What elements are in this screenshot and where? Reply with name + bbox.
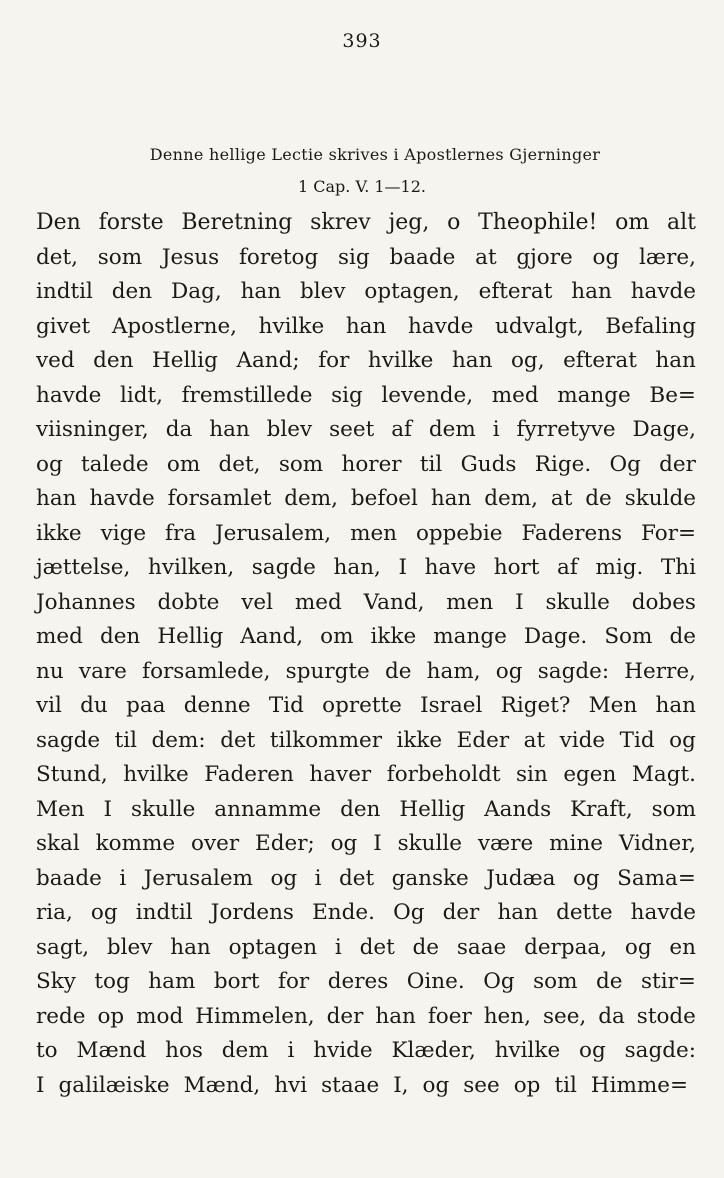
word: blev (299, 279, 346, 304)
word: Guds (460, 451, 517, 477)
word: han (375, 1003, 416, 1029)
word: Riget? (500, 693, 571, 718)
word: vil (36, 693, 62, 718)
word: Og (609, 451, 641, 477)
word: at (550, 486, 573, 511)
word: være (477, 831, 534, 856)
word: over (191, 831, 240, 856)
word: Hellig (157, 624, 224, 649)
text-line (36, 344, 696, 379)
word: den (111, 279, 153, 304)
word: hort (493, 555, 540, 580)
word: og (90, 900, 118, 925)
word: Tid (619, 727, 655, 753)
word: seet (329, 417, 375, 442)
word: optagen (228, 934, 318, 960)
word: hvi (274, 1072, 308, 1098)
word: skulle (397, 831, 462, 856)
word: Himme= (590, 1072, 688, 1098)
word: sin (516, 762, 548, 787)
word: I (373, 831, 382, 856)
word: Rige. (534, 451, 592, 477)
word: sagde: (624, 1038, 696, 1063)
word: denne (183, 693, 251, 718)
lection-heading: Denne hellige Lectie skrives i Apostlernes Gjerninger (149, 145, 601, 164)
page-number: 393 (342, 30, 382, 52)
word: Jerusalem (143, 865, 253, 891)
word: Men (36, 796, 85, 822)
word: der (659, 451, 696, 477)
word: hvilke (494, 1038, 561, 1063)
word: dette (556, 900, 613, 925)
word: hen, (483, 1003, 531, 1029)
word: saae (456, 934, 507, 960)
word: og (330, 831, 358, 856)
word: Be= (649, 382, 696, 408)
word: viisninger, (36, 417, 149, 442)
word: Jesus (161, 244, 220, 270)
word: den (99, 624, 141, 649)
word: haver (309, 762, 372, 787)
word: For= (641, 520, 696, 546)
word: blev (106, 934, 153, 960)
word: Stund, (36, 762, 108, 787)
word: Aand; (236, 348, 300, 373)
word: Beretning (181, 210, 293, 235)
word: baade (36, 865, 102, 891)
word: han (655, 348, 696, 373)
text-line (36, 413, 696, 448)
word: hvilken, (147, 555, 235, 580)
word: annamme (214, 796, 322, 822)
word: Kraft, (570, 796, 633, 822)
text-line (36, 586, 696, 621)
text-line (36, 758, 696, 793)
word: baade (389, 244, 456, 270)
word: hvide (313, 1038, 373, 1063)
word: ganske (391, 865, 469, 891)
word: det (220, 727, 256, 753)
word: han (170, 934, 211, 960)
word: ham (148, 969, 196, 994)
word: stir= (641, 969, 696, 994)
word: havde (408, 313, 474, 339)
text-line (36, 965, 696, 1000)
word: han (497, 900, 538, 925)
word: forste (98, 210, 164, 235)
word: dobes (631, 589, 696, 615)
word: det, (36, 244, 78, 270)
word: om (615, 210, 650, 235)
word: Dage, (632, 417, 696, 442)
word: op (513, 1072, 541, 1098)
word: Vidner, (618, 831, 696, 856)
word: ham, (426, 658, 481, 684)
word: Jerusalem, (215, 520, 332, 546)
word: op (97, 1003, 125, 1029)
word: han (571, 279, 612, 304)
word: galilæiske (58, 1072, 170, 1098)
word: de (596, 969, 623, 994)
word: see (463, 1072, 500, 1098)
word: dem: (151, 727, 206, 753)
word: den (93, 348, 134, 373)
word: Faderen (204, 762, 294, 787)
word: mange (433, 624, 507, 649)
word: af (391, 417, 412, 442)
word: horer (341, 451, 402, 477)
word: Theophile! (478, 210, 598, 235)
word: da (165, 417, 193, 442)
word: de (585, 486, 612, 511)
word: de (669, 624, 696, 649)
word: havde (36, 382, 102, 408)
word: Magt. (631, 762, 696, 787)
word: det (359, 934, 395, 960)
word: og (669, 727, 696, 753)
word: Eder (456, 727, 510, 753)
word: den (340, 796, 381, 822)
word: indtil (135, 900, 193, 925)
word: efterat (563, 348, 637, 373)
text-line (36, 275, 696, 310)
word: og (579, 1038, 606, 1063)
word: skrev (310, 210, 371, 235)
word: sig (331, 382, 363, 408)
word: og (495, 658, 523, 684)
word: dem, (284, 486, 338, 511)
text-line (36, 482, 696, 517)
word: have (424, 555, 477, 580)
word: og (592, 244, 620, 270)
word: at (523, 727, 546, 753)
word: Og (393, 900, 425, 925)
word: vige (100, 520, 147, 546)
word: skulle (545, 589, 610, 615)
word: Som (604, 624, 653, 649)
word: udvalgt, (494, 313, 584, 339)
word: der (442, 900, 480, 925)
word: see, (542, 1003, 587, 1029)
word: havde (630, 279, 696, 304)
word: han (430, 486, 472, 511)
word: af (557, 555, 578, 580)
word: Himmelen, (195, 1003, 315, 1029)
word: spurgte (285, 658, 370, 684)
word: Mænd, (183, 1072, 261, 1098)
word: som (278, 451, 324, 477)
word: Apostlerne, (111, 313, 238, 339)
word: lidt, (119, 382, 163, 408)
word: derpaa, (524, 934, 608, 960)
word: da (598, 1003, 625, 1029)
word: dobte (157, 589, 220, 615)
word: han (345, 313, 387, 339)
word: ria, (36, 900, 73, 925)
text-line (36, 931, 696, 966)
word: i (334, 934, 342, 960)
word: og (572, 865, 600, 891)
word: vare (78, 658, 127, 684)
word: i (492, 417, 500, 442)
word: dem, (484, 486, 538, 511)
word: paa (126, 693, 166, 718)
word: men (350, 520, 398, 546)
word: til (114, 727, 138, 753)
word: han (655, 693, 696, 718)
word: indtil (36, 279, 93, 304)
word: staae (321, 1072, 380, 1098)
word: Vand, (363, 589, 425, 615)
word: o (447, 210, 461, 235)
word: men (446, 589, 494, 615)
word: egen (563, 762, 617, 787)
word: skal (36, 831, 80, 856)
word: Oine. (406, 969, 465, 994)
word: Dage. (523, 624, 588, 649)
word: tilkommer (269, 727, 382, 753)
text-line (36, 1069, 696, 1104)
word: i (314, 865, 322, 891)
word: I (515, 589, 524, 615)
word: deres (327, 969, 389, 994)
word: rede (36, 1003, 86, 1029)
word: Den (36, 210, 81, 235)
word: ikke (370, 624, 417, 649)
word: det (338, 865, 375, 891)
word: han (240, 279, 282, 304)
word: mod (136, 1003, 184, 1029)
word: Faderens (521, 520, 623, 546)
text-line (36, 896, 696, 931)
word: blev (266, 417, 313, 442)
word: fremstillede (181, 382, 313, 408)
word: Og (483, 969, 515, 994)
word: forsamlede, (142, 658, 271, 684)
word: mange (557, 382, 631, 408)
word: Hellig (399, 796, 466, 822)
word: fyrretyve (516, 417, 616, 442)
word: Aands (484, 796, 552, 822)
text-line (36, 241, 696, 276)
word: om (320, 624, 354, 649)
text-line (36, 724, 696, 759)
word: to (36, 1038, 58, 1063)
word: gjore (516, 244, 573, 270)
word: hvilke (258, 313, 325, 339)
word: sagde: (537, 658, 610, 684)
word: Klæder, (391, 1038, 476, 1063)
word: Thi (660, 555, 696, 580)
word: og, (510, 348, 545, 373)
word: Sama= (617, 865, 696, 891)
word: optagen, (364, 279, 460, 304)
word: oprette (322, 693, 402, 718)
word: til (419, 451, 443, 477)
word: du (80, 693, 108, 718)
word: sagt, (36, 934, 90, 960)
text-line (36, 620, 696, 655)
text-line (36, 862, 696, 897)
word: og (422, 1072, 450, 1098)
word: oppebie (415, 520, 503, 546)
word: i (119, 865, 127, 891)
text-line (36, 1034, 696, 1069)
word: med (36, 624, 83, 649)
word: ikke (36, 520, 82, 546)
word: med (294, 589, 342, 615)
word: bort (213, 969, 260, 994)
word: de (384, 658, 412, 684)
word: han (451, 348, 493, 373)
word: dem (221, 1038, 269, 1063)
word: de (412, 934, 440, 960)
word: Judæa (486, 865, 556, 891)
text-line (36, 517, 696, 552)
text-line (36, 827, 696, 862)
body-text (36, 206, 696, 1103)
word: sig (337, 244, 370, 270)
word: mig. (595, 555, 644, 580)
text-line (36, 206, 696, 241)
word: jeg, (388, 210, 430, 235)
word: befoel (350, 486, 418, 511)
word: og (36, 451, 63, 477)
word: en (669, 934, 696, 960)
word: fra (165, 520, 197, 546)
word: for (318, 348, 350, 373)
word: foer (427, 1003, 472, 1029)
word: I (398, 555, 407, 580)
word: stode (636, 1003, 696, 1029)
word: i (287, 1038, 295, 1063)
word: komme (95, 831, 176, 856)
word: om (166, 451, 201, 477)
word: der (326, 1003, 364, 1029)
word: Mænd (76, 1038, 147, 1063)
word: I (36, 1072, 45, 1098)
word: forbeholdt (386, 762, 501, 787)
word: foretog (238, 244, 319, 270)
word: Aand, (240, 624, 304, 649)
text-line (36, 793, 696, 828)
word: han (36, 486, 77, 511)
word: ved (36, 348, 75, 373)
word: skulde (624, 486, 696, 511)
word: Tid (268, 693, 304, 718)
word: dem (428, 417, 476, 442)
word: Israel (420, 693, 483, 718)
word: levende, (381, 382, 474, 408)
word: hvilke (367, 348, 434, 373)
word: til (554, 1072, 577, 1098)
word: talede (81, 451, 149, 477)
text-line (36, 689, 696, 724)
word: som (97, 244, 143, 270)
text-line (36, 448, 696, 483)
word: hos (165, 1038, 203, 1063)
word: givet (36, 313, 91, 339)
word: Men (588, 693, 638, 718)
word: havde (630, 900, 696, 925)
word: vel (241, 589, 273, 615)
text-line (36, 379, 696, 414)
word: Jordens (210, 900, 294, 925)
word: skulle (130, 796, 196, 822)
chapter-verse-reference: 1 Cap. V. 1—12. (297, 177, 426, 196)
word: for (278, 969, 310, 994)
word: som (651, 796, 696, 822)
word: Ende. (312, 900, 375, 925)
word: Befaling (605, 313, 696, 339)
text-line (36, 310, 696, 345)
word: forsamlet (167, 486, 272, 511)
word: at (475, 244, 497, 270)
word: det, (218, 451, 261, 477)
word: ikke (396, 727, 443, 753)
word: havde (89, 486, 155, 511)
text-line (36, 1000, 696, 1035)
word: sagde (36, 727, 101, 753)
word: Herre, (624, 658, 696, 684)
word: tog (94, 969, 130, 994)
word: Hellig (152, 348, 218, 373)
word: og (624, 934, 652, 960)
word: Johannes (36, 589, 136, 615)
word: nu (36, 658, 64, 684)
word: Sky (36, 969, 76, 994)
word: og (270, 865, 298, 891)
word: efterat (478, 279, 553, 304)
word: mine (549, 831, 603, 856)
word: hvilke (123, 762, 189, 787)
word: jættelse, (36, 555, 131, 580)
word: som (533, 969, 578, 994)
word: sagde (251, 555, 316, 580)
word: lære, (639, 244, 696, 270)
text-line (36, 655, 696, 690)
word: Dag, (171, 279, 222, 304)
word: Eder; (255, 831, 315, 856)
word: han, (333, 555, 381, 580)
word: vide (559, 727, 606, 753)
word: han (209, 417, 250, 442)
text-line (36, 551, 696, 586)
word: I, (393, 1072, 409, 1098)
word: alt (666, 210, 696, 235)
word: I (103, 796, 113, 822)
word: med (491, 382, 539, 408)
